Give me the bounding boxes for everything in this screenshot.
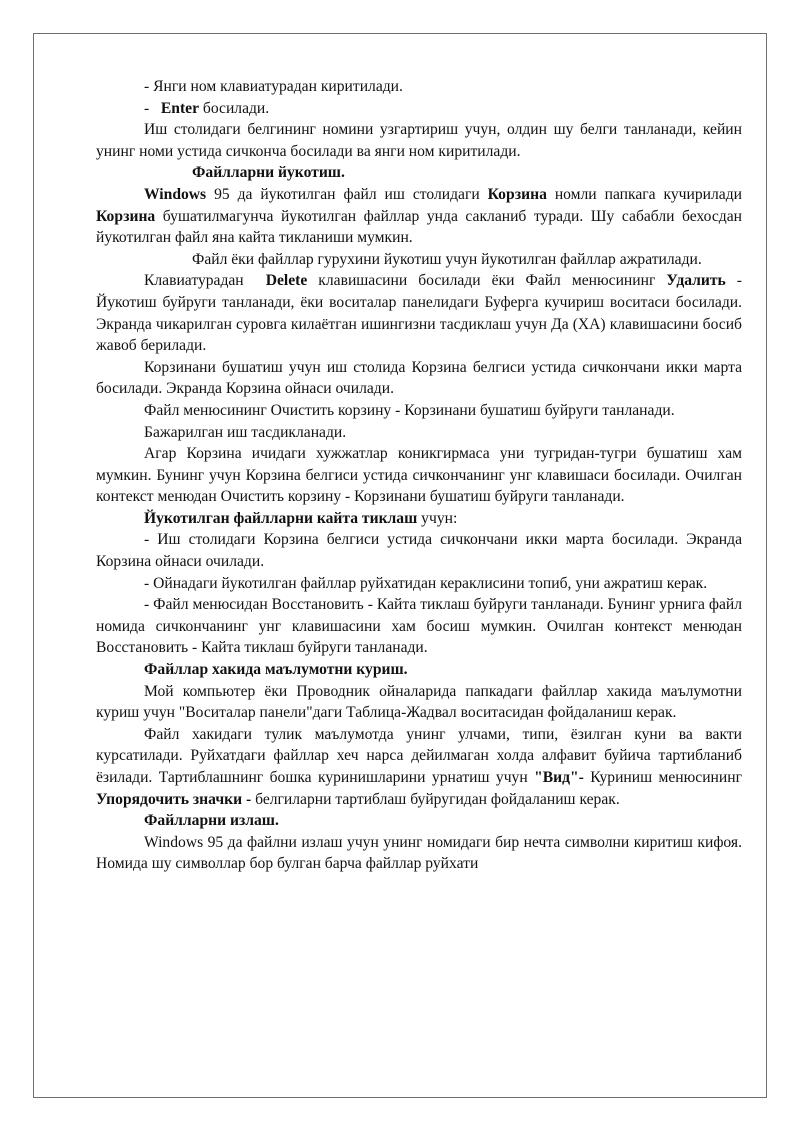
list-item: - Ойнадаги йукотилган файллар руйхатидан кераклисини топиб, уни ажратиш керак.: [144, 574, 708, 592]
bold-term: Enter: [160, 99, 199, 117]
list-item: - Иш столидаги Корзина белгиси устида сичкончани икки марта босилади. Экранда Корзина ойнаси очилади.: [96, 531, 742, 571]
paragraph: Бажарилган иш тасдикланади.: [144, 423, 347, 441]
list-item: - Янги ном клавиатурадан киритилади.: [144, 78, 403, 95]
paragraph: Клавиатурадан Delete клавишасини босилади ёки Файл менюсининг Удалить - Йукотиш буйруги танланади, ёки воситалар панелидаги Буферга кучириш воситаси босилади. Экранда чикарилган суровга килаётган ишингизни тасдиклаш учун Да (ХА) клавишасини босиб жавоб берилади.: [96, 272, 743, 355]
paragraph: Файл хакидаги тулик маълумотда унинг улчами, типи, ёзилган куни ва вакти курсатилади. Руйхатдаги файллар хеч нарса дейилмаган холда алфавит буйича тартибланиб ёзилади. Тартиблашнинг бошка куринишларини урнатиш учун "Вид"- Куриниш менюсининг Упорядочить значки - белгиларни тартиблаш буйругидан фойдаланиш керак.: [96, 725, 742, 808]
paragraph: Корзинани бушатиш учун иш столида Корзина белгиси устида сичкончани икки марта босилади. Экранда Корзина ойнаси очилади.: [96, 358, 742, 398]
paragraph: Мой компьютер ёки Проводник ойналарида папкадаги файллар хакида маълумотни куриш учун "Воситалар панели"даги Таблица-Жадвал воситасидан фойдаланиш керак.: [96, 682, 742, 722]
paragraph: Агар Корзина ичидаги хужжатлар коникгирмаса уни тугридан-тугри бушатиш хам мумкин. Бунинг учун Корзина белгиси устида сичкончанинг унг клавишаси босилади. Очилган контекст менюдан Очистить корзину - Корзинани бушатиш буйруги танланади.: [96, 445, 742, 506]
section-heading: Файлларни йукотиш.: [192, 164, 345, 182]
paragraph: Windows 95 да файлни излаш учун унинг номидаги бир нечта символни киритиш кифоя. Номида шу символлар бор булган барча файллар руйхати: [96, 833, 742, 873]
list-item: - Enter босилади.: [144, 99, 270, 117]
document-body: [96, 76, 742, 875]
paragraph: Йукотилган файлларни кайта тиклаш учун:: [144, 509, 458, 527]
section-heading: Файлларни излаш.: [144, 812, 279, 830]
paragraph: Иш столидаги белгининг номини узгартириш учун, олдин шу белги танланади, кейин унинг номи устида сичконча босилади ва янги ном киритилади.: [96, 121, 742, 160]
paragraph: Файл ёки файллар гурухини йукотиш учун йукотилган файллар ажратилади.: [192, 250, 702, 268]
section-heading: Файллар хакида маълумотни куриш.: [144, 661, 408, 679]
paragraph: Файл менюсининг Очистить корзину - Корзинани бушатиш буйруги танланади.: [144, 401, 675, 419]
list-item: - Файл менюсидан Восстановить - Кайта тиклаш буйруги танланади. Бунинг урнига файл номида сичкончанинг унг клавишасини хам босиш мумкин. Очилган контекст менюдан Восстановить - Кайта тиклаш буйруги танланади.: [96, 596, 742, 657]
paragraph: Windows 95 да йукотилган файл иш столидаги Корзина номли папкага кучирилади Корзина бушатилмагунча йукотилган файллар унда сакланиб туради. Шу сабабли бехосдан йукотилган файл яна кайта тикланиши мумкин.: [96, 185, 742, 247]
